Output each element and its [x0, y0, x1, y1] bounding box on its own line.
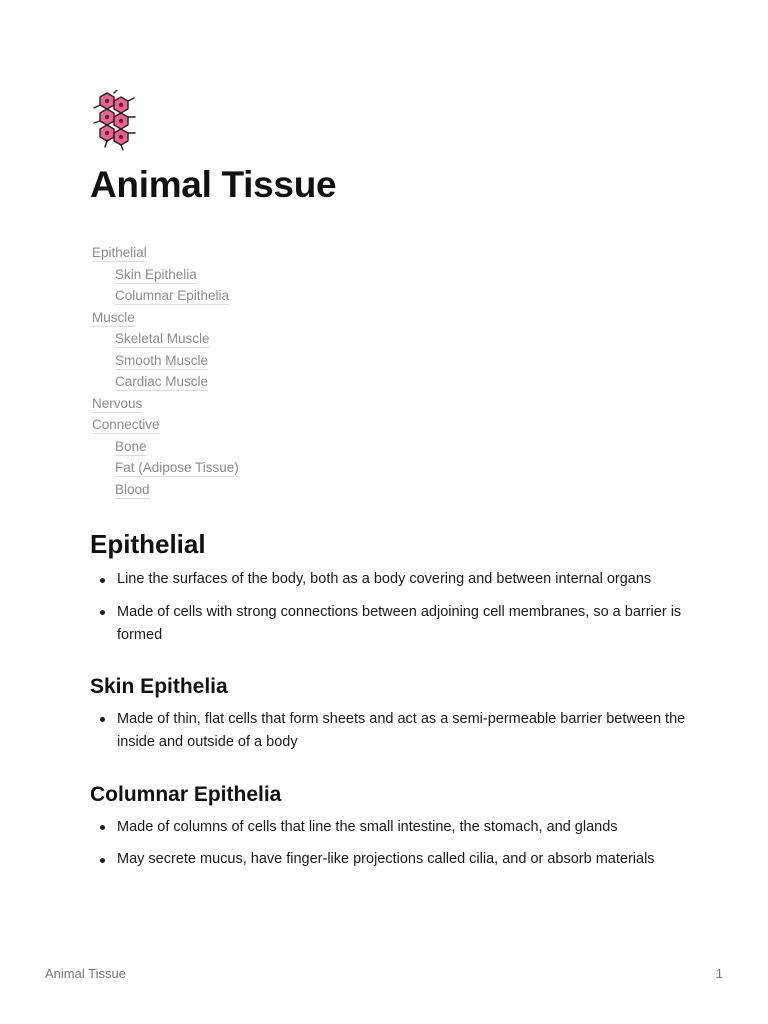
list-item: Made of cells with strong connections between adjoining cell membranes, so a barrier is formed [90, 601, 690, 648]
bullet-list [90, 568, 690, 648]
section-epithelial [90, 526, 690, 648]
heading-skin-epithelia: Skin Epithelia [90, 674, 228, 698]
list-item: Made of thin, flat cells that form sheets and act as a semi-permeable barrier between the inside and outside of a body [90, 708, 690, 755]
bullet-list [90, 816, 690, 872]
section-skin-epithelia [90, 672, 690, 755]
toc-item-cardiac-muscle[interactable]: Cardiac Muscle [115, 374, 209, 389]
section-columnar-epithelia [90, 780, 690, 872]
toc-item-smooth-muscle[interactable]: Smooth Muscle [115, 352, 209, 368]
cells-icon [90, 90, 146, 152]
toc-item-skeletal-muscle[interactable]: Skeletal Muscle [115, 331, 210, 346]
toc-item-muscle[interactable]: Muscle [92, 309, 135, 325]
toc-item-nervous[interactable]: Nervous [92, 395, 143, 411]
toc-item-skin-epithelia[interactable]: Skin Epithelia [115, 266, 197, 282]
page-content [90, 526, 690, 872]
toc-item-columnar-epithelia[interactable]: Columnar Epithelia [115, 288, 230, 303]
table-of-contents [92, 244, 492, 502]
toc-item-fat[interactable]: Fat (Adipose Tissue) [115, 460, 239, 475]
toc-item-blood[interactable]: Blood [115, 481, 150, 497]
list-item: May secrete mucus, have finger-like projections called cilia, and or absorb materials [90, 848, 690, 872]
heading-epithelial: Epithelial [90, 529, 206, 559]
footer-title: Animal Tissue [45, 966, 126, 981]
list-item: Line the surfaces of the body, both as a body covering and between internal organs [90, 568, 690, 592]
heading-columnar-epithelia: Columnar Epithelia [90, 782, 282, 806]
toc-item-bone[interactable]: Bone [115, 438, 147, 454]
page-title: Animal Tissue [90, 164, 337, 205]
toc-item-connective[interactable]: Connective [92, 417, 160, 432]
bullet-list [90, 708, 690, 755]
toc-item-epithelial[interactable]: Epithelial [92, 245, 147, 260]
list-item: Made of columns of cells that line the small intestine, the stomach, and glands [90, 816, 690, 840]
footer-page-number: 1 [715, 966, 723, 981]
